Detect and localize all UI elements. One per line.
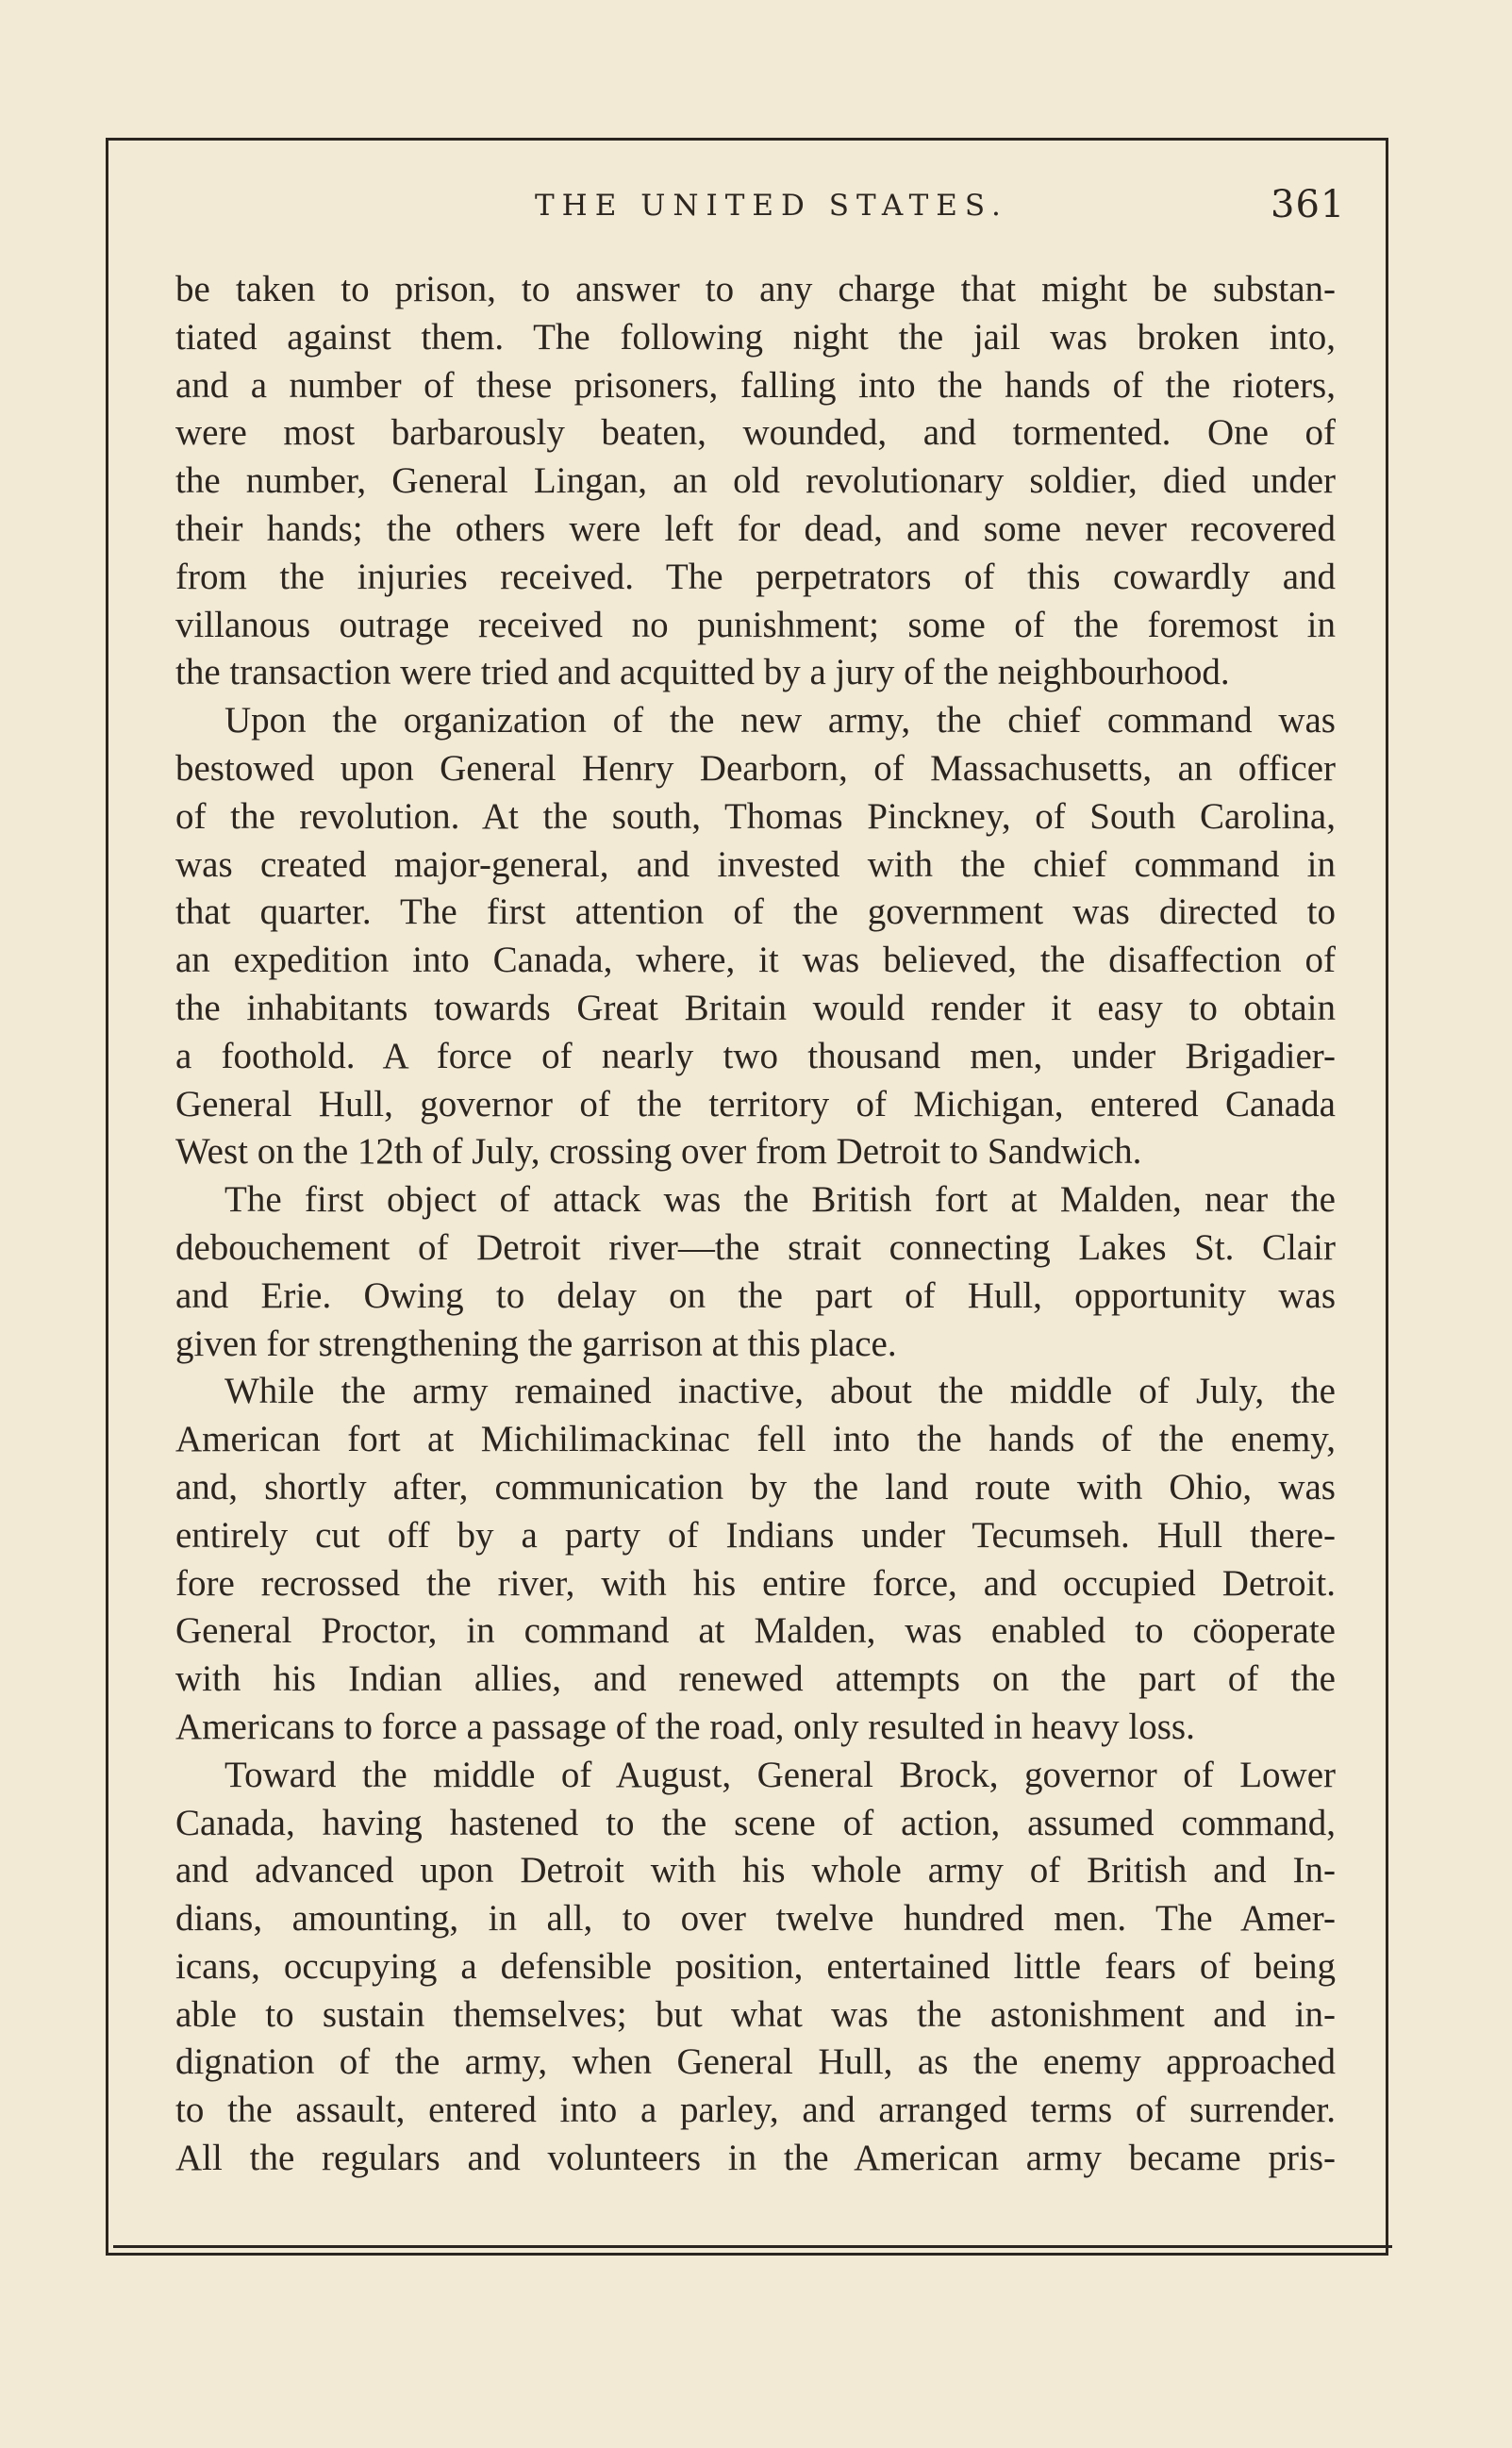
- text-line: to the assault, entered into a parley, and arranged terms of surrender.: [175, 2090, 1336, 2131]
- text-line: West on the 12th of July, crossing over from Detroit to Sandwich.: [175, 1131, 1142, 1173]
- text-line: entirely cut off by a party of Indians under Tecumseh. Hull there-: [175, 1514, 1336, 1556]
- text-line: from the injuries received. The perpetrators of this cowardly and: [175, 556, 1336, 597]
- text-line: villanous outrage received no punishment; some of the foremost in: [175, 604, 1336, 645]
- text-line: of the revolution. At the south, Thomas Pinckney, of South Carolina,: [175, 795, 1336, 837]
- text-line: the number, General Lingan, an old revolutionary soldier, died under: [175, 460, 1336, 502]
- text-line: a foothold. A force of nearly two thousand men, under Brigadier-: [175, 1035, 1336, 1076]
- text-line: tiated against them. The following night the jail was broken into,: [175, 316, 1336, 358]
- text-line: Canada, having hastened to the scene of action, assumed command,: [175, 1802, 1336, 1843]
- text-line: an expedition into Canada, where, it was believed, the disaffection of: [175, 940, 1336, 981]
- text-line: their hands; the others were left for dead, and some never recovered: [175, 508, 1336, 549]
- text-line: Upon the organization of the new army, the chief command was: [224, 700, 1336, 741]
- text-line: with his Indian allies, and renewed attempts on the part of the: [175, 1658, 1336, 1700]
- text-line: dignation of the army, when General Hull, as the enemy approached: [175, 2041, 1336, 2083]
- text-line: given for strengthening the garrison at this place.: [175, 1323, 897, 1364]
- text-line: the transaction were tried and acquitted by a jury of the neighbourhood.: [175, 652, 1230, 693]
- text-line: able to sustain themselves; but what was the astonishment and in-: [175, 1993, 1336, 2035]
- running-title: THE UNITED STATES.: [535, 189, 1008, 223]
- text-line: bestowed upon General Henry Dearborn, of Massachusetts, an officer: [175, 747, 1336, 789]
- text-line: and, shortly after, communication by the land route with Ohio, was: [175, 1466, 1336, 1507]
- text-line: and Erie. Owing to delay on the part of Hull, opportunity was: [175, 1274, 1336, 1316]
- text-line: was created major-general, and invested with the chief command in: [175, 843, 1336, 885]
- text-line: Americans to force a passage of the road, only resulted in heavy loss.: [175, 1706, 1195, 1747]
- text-line: The first object of attack was the British fort at Malden, near the: [224, 1179, 1336, 1221]
- text-line: fore recrossed the river, with his entire force, and occupied Detroit.: [175, 1562, 1336, 1604]
- text-line: debouchement of Detroit river—the strait connecting Lakes St. Clair: [175, 1226, 1336, 1268]
- text-line: that quarter. The first attention of the government was directed to: [175, 891, 1336, 933]
- text-line: General Hull, governor of the territory of Michigan, entered Canada: [175, 1083, 1336, 1124]
- text-line: American fort at Michilimackinac fell into the hands of the enemy,: [175, 1419, 1336, 1460]
- text-line: General Proctor, in command at Malden, was enabled to cöoperate: [175, 1610, 1336, 1652]
- text-line: and advanced upon Detroit with his whole army of British and In-: [175, 1850, 1336, 1891]
- body-text: [175, 266, 1336, 2183]
- text-line: the inhabitants towards Great Britain would render it easy to obtain: [175, 987, 1336, 1028]
- text-line: While the army remained inactive, about the middle of July, the: [224, 1371, 1336, 1412]
- text-line: and a number of these prisoners, falling into the hands of the rioters,: [175, 364, 1336, 406]
- text-line: be taken to prison, to answer to any charge that might be substan-: [175, 269, 1336, 309]
- text-line: All the regulars and volunteers in the American army became pris-: [175, 2138, 1336, 2179]
- bottom-rule: [113, 2245, 1392, 2248]
- running-header: [106, 183, 1388, 236]
- text-line: dians, amounting, in all, to over twelve hundred men. The Amer-: [175, 1898, 1336, 1940]
- page-number: 361: [1271, 183, 1346, 226]
- text-line: Toward the middle of August, General Brock, governor of Lower: [224, 1754, 1336, 1795]
- text-line: icans, occupying a defensible position, entertained little fears of being: [175, 1945, 1336, 1987]
- text-line: were most barbarously beaten, wounded, and tormented. One of: [175, 412, 1336, 454]
